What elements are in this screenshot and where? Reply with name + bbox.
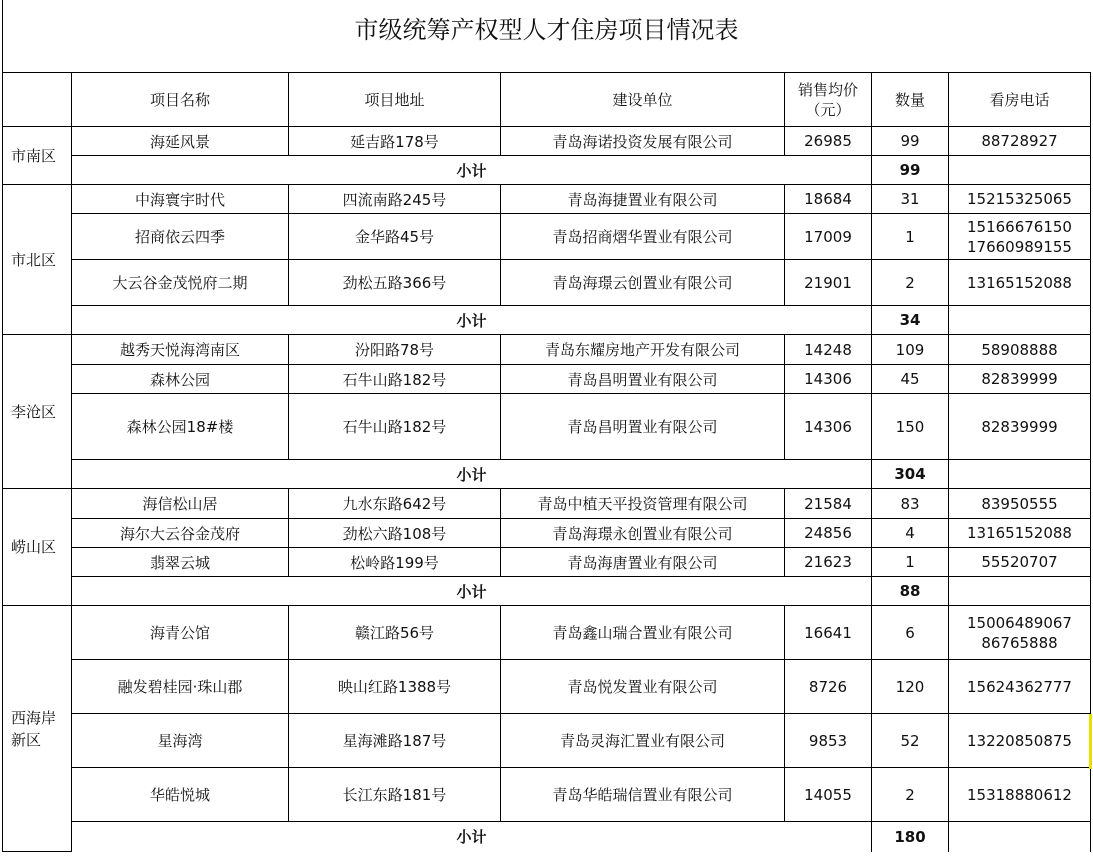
page-title: 市级统筹产权型人才住房项目情况表: [354, 16, 739, 44]
subtotal-value: 88: [872, 577, 949, 606]
developer-cell: 青岛中植天平投资管理有限公司: [501, 489, 785, 519]
developer-cell: 青岛鑫山瑞合置业有限公司: [501, 606, 785, 660]
project-name-cell: 融发碧桂园·珠山郡: [72, 660, 289, 714]
quantity-cell: 2: [872, 768, 949, 822]
table-row: [3, 127, 1091, 156]
project-address-cell: 劲松五路366号: [289, 260, 501, 306]
subtotal-value: 304: [872, 460, 949, 489]
developer-cell: 青岛海唐置业有限公司: [501, 548, 785, 577]
quantity-cell: 109: [872, 335, 949, 365]
project-name-cell: 森林公园18#楼: [72, 394, 289, 460]
quantity-cell: 120: [872, 660, 949, 714]
phone-number: 82839999: [981, 417, 1058, 436]
developer-cell: 青岛昌明置业有限公司: [501, 394, 785, 460]
project-address-cell: 石牛山路182号: [289, 365, 501, 394]
developer-cell: 青岛海捷置业有限公司: [501, 185, 785, 214]
table-row: [3, 185, 1091, 214]
subtotal-row: [3, 577, 1091, 606]
table-row: [3, 489, 1091, 519]
table-row: [3, 519, 1091, 548]
quantity-cell: 31: [872, 185, 949, 214]
left-border-line: [2, 0, 3, 72]
phone-number: 55520707: [981, 553, 1058, 571]
developer-cell: 青岛华皓瑞信置业有限公司: [501, 768, 785, 822]
subtotal-empty-cell: [949, 460, 1091, 489]
phone-cell: [949, 606, 1091, 660]
subtotal-label: 小计: [72, 156, 872, 185]
subtotal-label: 小计: [72, 306, 872, 335]
phone-cell: [949, 214, 1091, 260]
header-project-name: 项目名称: [72, 73, 289, 127]
price-cell: 17009: [785, 214, 872, 260]
project-address-cell: 四流南路245号: [289, 185, 501, 214]
phone-cell: [949, 548, 1091, 577]
quantity-cell: 4: [872, 519, 949, 548]
phone-number: 13220850875: [967, 731, 1072, 750]
project-address-cell: 劲松六路108号: [289, 519, 501, 548]
price-cell: 9853: [785, 714, 872, 768]
phone-number: 13165152088: [967, 273, 1072, 292]
price-cell: 14248: [785, 335, 872, 365]
phone-cell: [949, 768, 1091, 822]
project-address-cell: 长江东路181号: [289, 768, 501, 822]
subtotal-empty-cell: [949, 156, 1091, 185]
developer-cell: 青岛海璟永创置业有限公司: [501, 519, 785, 548]
project-address-cell: 赣江路56号: [289, 606, 501, 660]
header-quantity: 数量: [872, 73, 949, 127]
quantity-cell: 52: [872, 714, 949, 768]
subtotal-label: 小计: [72, 577, 872, 606]
phone-cell: [949, 660, 1091, 714]
header-district: [3, 73, 72, 127]
subtotal-value: 180: [872, 822, 949, 852]
quantity-cell: 83: [872, 489, 949, 519]
quantity-cell: 150: [872, 394, 949, 460]
table-row: [3, 606, 1091, 660]
subtotal-value: 99: [872, 156, 949, 185]
quantity-cell: 99: [872, 127, 949, 156]
phone-number: 58908888: [981, 340, 1058, 359]
developer-cell: 青岛东耀房地产开发有限公司: [501, 335, 785, 365]
district-cell: 李沧区: [3, 335, 72, 489]
quantity-cell: 45: [872, 365, 949, 394]
price-cell: 8726: [785, 660, 872, 714]
phone-number: 15215325065: [967, 190, 1072, 208]
housing-projects-table: [2, 72, 1091, 852]
subtotal-empty-cell: [949, 577, 1091, 606]
quantity-cell: 1: [872, 548, 949, 577]
project-name-cell: 海信松山居: [72, 489, 289, 519]
district-cell: 市南区: [3, 127, 72, 185]
phone-cell: [949, 394, 1091, 460]
quantity-cell: 6: [872, 606, 949, 660]
subtotal-label: 小计: [72, 822, 872, 852]
subtotal-row: [3, 822, 1091, 852]
phone-cell: [949, 185, 1091, 214]
table-row: [3, 714, 1091, 768]
phone-number: 15006489067: [967, 613, 1072, 632]
phone-cell: [949, 127, 1091, 156]
table-row: [3, 214, 1091, 260]
table-body: [3, 127, 1091, 852]
quantity-cell: 1: [872, 214, 949, 260]
phone-cell: [949, 365, 1091, 394]
table-row: [3, 260, 1091, 306]
district-cell: 西海岸新区: [3, 606, 72, 852]
district-cell: 市北区: [3, 185, 72, 335]
project-address-cell: 延吉路178号: [289, 127, 501, 156]
price-cell: 14055: [785, 768, 872, 822]
price-cell: 24856: [785, 519, 872, 548]
phone-number: 88728927: [981, 132, 1058, 150]
project-name-cell: 海延风景: [72, 127, 289, 156]
subtotal-label: 小计: [72, 460, 872, 489]
price-cell: 21623: [785, 548, 872, 577]
phone-number: 86765888: [981, 633, 1058, 652]
project-address-cell: 映山红路1388号: [289, 660, 501, 714]
project-name-cell: 大云谷金茂悦府二期: [72, 260, 289, 306]
project-address-cell: 星海滩路187号: [289, 714, 501, 768]
district-cell: 崂山区: [3, 489, 72, 606]
price-cell: 18684: [785, 185, 872, 214]
phone-number: 83950555: [981, 494, 1058, 513]
table-row: [3, 768, 1091, 822]
project-name-cell: 华皓悦城: [72, 768, 289, 822]
phone-number: 13165152088: [967, 524, 1072, 542]
phone-cell: [949, 335, 1091, 365]
price-cell: 21901: [785, 260, 872, 306]
phone-number: 15318880612: [967, 785, 1072, 804]
phone-number: 15166676150: [967, 217, 1072, 236]
price-cell: 14306: [785, 394, 872, 460]
project-address-cell: 石牛山路182号: [289, 394, 501, 460]
phone-number: 17660989155: [967, 237, 1072, 256]
phone-cell: [949, 519, 1091, 548]
quantity-cell: 2: [872, 260, 949, 306]
developer-cell: 青岛昌明置业有限公司: [501, 365, 785, 394]
developer-cell: 青岛海诺投资发展有限公司: [501, 127, 785, 156]
table-row: [3, 660, 1091, 714]
project-name-cell: 星海湾: [72, 714, 289, 768]
price-cell: 14306: [785, 365, 872, 394]
project-name-cell: 招商依云四季: [72, 214, 289, 260]
project-name-cell: 越秀天悦海湾南区: [72, 335, 289, 365]
header-project-address: 项目地址: [289, 73, 501, 127]
project-address-cell: 九水东路642号: [289, 489, 501, 519]
subtotal-row: [3, 306, 1091, 335]
header-row: [3, 73, 1091, 127]
table-row: [3, 365, 1091, 394]
phone-cell: [949, 714, 1091, 768]
phone-number: 82839999: [981, 370, 1058, 388]
phone-number: 15624362777: [967, 677, 1072, 696]
phone-cell: [949, 260, 1091, 306]
project-name-cell: 中海寰宇时代: [72, 185, 289, 214]
subtotal-row: [3, 156, 1091, 185]
subtotal-empty-cell: [949, 822, 1091, 852]
price-cell: 16641: [785, 606, 872, 660]
subtotal-empty-cell: [949, 306, 1091, 335]
developer-cell: 青岛灵海汇置业有限公司: [501, 714, 785, 768]
developer-cell: 青岛招商熠华置业有限公司: [501, 214, 785, 260]
project-name-cell: 翡翠云城: [72, 548, 289, 577]
table-row: [3, 335, 1091, 365]
header-price: 销售均价（元）: [785, 73, 872, 127]
subtotal-value: 34: [872, 306, 949, 335]
price-cell: 21584: [785, 489, 872, 519]
project-name-cell: 海青公馆: [72, 606, 289, 660]
price-cell: 26985: [785, 127, 872, 156]
project-name-cell: 森林公园: [72, 365, 289, 394]
phone-cell: [949, 489, 1091, 519]
table-row: [3, 548, 1091, 577]
project-address-cell: 金华路45号: [289, 214, 501, 260]
cell-selection-mark: [1089, 714, 1092, 769]
table-row: [3, 394, 1091, 460]
header-phone: 看房电话: [949, 73, 1091, 127]
developer-cell: 青岛海璟云创置业有限公司: [501, 260, 785, 306]
subtotal-row: [3, 460, 1091, 489]
project-name-cell: 海尔大云谷金茂府: [72, 519, 289, 548]
project-address-cell: 松岭路199号: [289, 548, 501, 577]
developer-cell: 青岛悦发置业有限公司: [501, 660, 785, 714]
header-developer: 建设单位: [501, 73, 785, 127]
project-address-cell: 汾阳路78号: [289, 335, 501, 365]
